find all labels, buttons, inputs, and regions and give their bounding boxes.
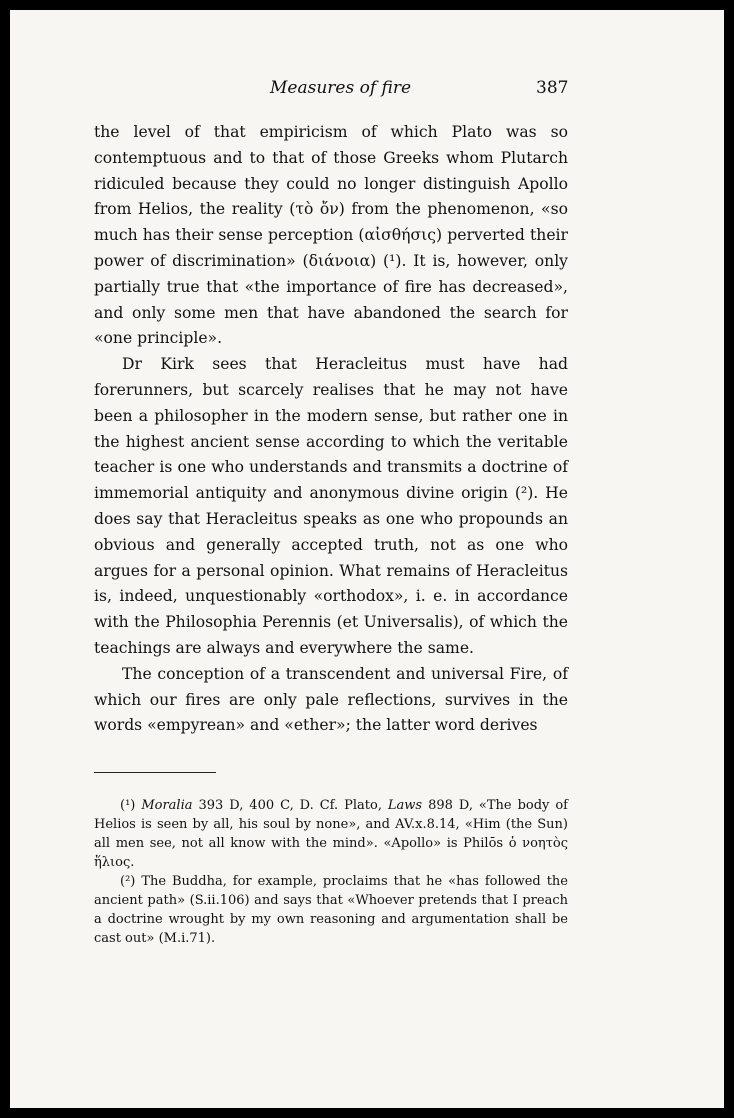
book-page xyxy=(10,10,724,1108)
page-header xyxy=(10,78,724,106)
footnote xyxy=(94,872,568,948)
paragraph: Dr Kirk sees that Heracleitus must have had forerunners, but scarcely realises that he may not have been a philosopher in the modern sense, but rather one in the highest ancient sense according to which the veritable teacher is one who understands and transmits a doctrine of immemorial antiquity and anonymous divine origin (²). He does say that Heracleitus speaks as one who propounds an obvious and generally accepted truth, not as one who argues for a personal opinion. What remains of Heracleitus is, indeed, unquestionably «orthodox», i. e. in accordance with the Philosophia Perennis (et Universalis), of which the teachings are always and everywhere the same. xyxy=(94,355,568,657)
footnote xyxy=(94,796,568,872)
footnote-divider xyxy=(94,772,216,773)
text-span: 393 D, 400 C, D. Cf. Plato, xyxy=(192,798,388,813)
text-span: the level of that empiricism of which Plato was so contemptuous and to that of those Greeks whom Plutarch ridiculed because they could no longer distinguish Apollo from Helios, the reality ( xyxy=(94,123,568,219)
text-span: Laws xyxy=(387,798,423,813)
text-span: ) from the phenomenon, «so much has their sense perception ( xyxy=(94,200,568,245)
text-span: ) perverted their power of discrimination» ( xyxy=(94,226,568,270)
running-title: Measures of fire xyxy=(270,78,412,98)
text-span: The Buddha, for example, proclaims that he «has followed the ancient path» (S.ii.106) and says that «Whoever pretends that I preach a doctrine wrought by my own reasoning and argumentation shall be cast out» (M.i.71). xyxy=(94,874,568,946)
text-span: Moralia xyxy=(141,798,193,813)
page-number: 387 xyxy=(536,78,569,98)
footnotes xyxy=(94,796,568,948)
greek-term: αἰσθήσις xyxy=(364,226,437,245)
paragraph xyxy=(94,120,568,352)
greek-term: διάνοια xyxy=(308,251,371,270)
text-span: 898 D, «The body of Helios is seen by all, his soul by none», and AV.x.8.14, «Him (the Sun) all men see, not all know with the mind». «Apollo» is Philōs xyxy=(94,798,568,851)
body-text xyxy=(94,120,568,739)
greek-term: ὁ νοητὸς ἥλιος. xyxy=(94,836,568,870)
greek-term: τὸ ὄν xyxy=(295,200,339,219)
text-span: ) (¹). It is, however, only partially true that «the importance of fire has decreased», and only some men that have abandoned the search for «one principle». xyxy=(94,251,568,348)
paragraph: The conception of a transcendent and universal Fire, of which our fires are only pale reflections, survives in the words «empyrean» and «ether»; the latter word derives xyxy=(94,664,568,735)
footnote-marker: (¹) xyxy=(120,798,136,813)
footnote-marker: (²) xyxy=(120,874,136,889)
